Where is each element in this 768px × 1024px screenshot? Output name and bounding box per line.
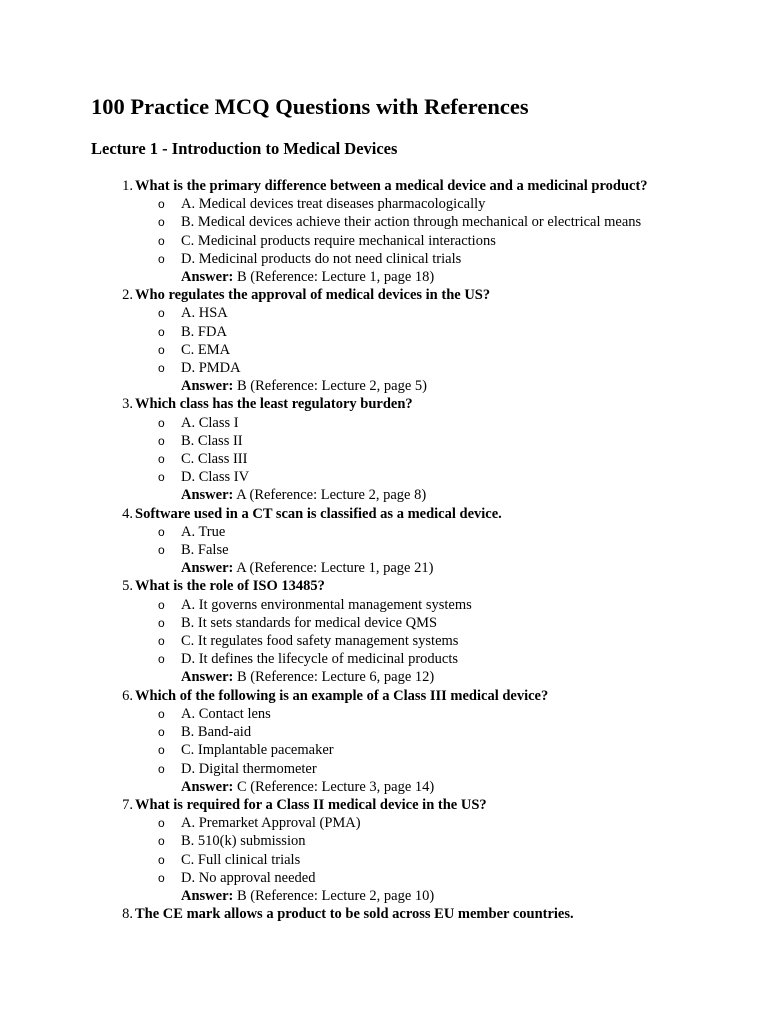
bullet-icon: o — [158, 306, 165, 321]
bullet-icon: o — [158, 470, 165, 485]
answer-label: Answer: — [181, 560, 234, 577]
question-text: What is the primary difference between a medical device and a medicinal product? — [135, 178, 648, 194]
answer-label: Answer: — [181, 669, 234, 686]
option-item — [135, 414, 751, 432]
bullet-icon: o — [158, 215, 165, 230]
bullet-icon: o — [158, 524, 165, 539]
option-text: B. 510(k) submission — [181, 833, 306, 850]
option-item — [135, 541, 751, 559]
option-item — [135, 359, 751, 377]
answer-label: Answer: — [181, 778, 234, 795]
option-item — [135, 341, 751, 359]
option-text: B. False — [181, 542, 229, 559]
question-list — [91, 177, 751, 923]
question-item — [91, 395, 751, 504]
answer-value: B (Reference: Lecture 6, page 12) — [236, 669, 435, 686]
bullet-icon: o — [158, 233, 165, 248]
answer-label: Answer: — [181, 269, 234, 286]
option-text: A. Medical devices treat diseases pharmacologically — [181, 196, 486, 213]
option-text: D. Class IV — [181, 469, 250, 486]
answer-line — [135, 559, 751, 577]
option-text: A. Class I — [181, 414, 239, 431]
option-item — [135, 232, 751, 250]
option-text: B. Class II — [181, 432, 243, 449]
option-item — [135, 213, 751, 231]
bullet-icon: o — [158, 816, 165, 831]
option-text: C. Medicinal products require mechanical interactions — [181, 232, 496, 249]
bullet-icon: o — [158, 197, 165, 212]
answer-value: A (Reference: Lecture 1, page 21) — [236, 560, 434, 577]
option-item — [135, 304, 751, 322]
answer-label: Answer: — [181, 887, 234, 904]
answer-line — [135, 668, 751, 686]
question-number: 4. — [122, 505, 133, 522]
question-number: 2. — [122, 287, 133, 304]
bullet-icon: o — [158, 743, 165, 758]
document-title: 100 Practice MCQ Questions with References — [91, 94, 529, 119]
question-number: 8. — [122, 906, 133, 923]
bullet-icon: o — [158, 452, 165, 467]
bullet-icon: o — [158, 324, 165, 339]
option-text: C. EMA — [181, 341, 231, 358]
option-text: C. Implantable pacemaker — [181, 742, 334, 759]
answer-value: C (Reference: Lecture 3, page 14) — [236, 778, 435, 795]
question-number: 3. — [122, 396, 133, 413]
answer-label: Answer: — [181, 487, 234, 504]
option-item — [135, 523, 751, 541]
option-text: D. It defines the lifecycle of medicinal products — [181, 651, 459, 668]
option-item — [135, 468, 751, 486]
bullet-icon: o — [158, 852, 165, 867]
question-item — [91, 577, 751, 686]
answer-value: A (Reference: Lecture 2, page 8) — [236, 487, 427, 504]
option-list — [135, 195, 751, 268]
option-text: C. It regulates food safety management systems — [181, 633, 459, 650]
option-item — [135, 450, 751, 468]
question-number: 6. — [122, 687, 133, 704]
option-text: A. HSA — [181, 305, 228, 322]
bullet-icon: o — [158, 251, 165, 266]
option-item — [135, 650, 751, 668]
bullet-icon: o — [158, 361, 165, 376]
option-text: A. Contact lens — [181, 705, 271, 722]
answer-value: B (Reference: Lecture 1, page 18) — [236, 269, 435, 286]
option-item — [135, 741, 751, 759]
option-text: A. True — [181, 523, 226, 540]
bullet-icon: o — [158, 433, 165, 448]
option-text: B. Medical devices achieve their action through mechanical or electrical means — [181, 214, 642, 231]
question-text: The CE mark allows a product to be sold across EU member countries. — [135, 906, 574, 923]
question-text: What is required for a Class II medical device in the US? — [135, 796, 487, 813]
option-text: B. Band-aid — [181, 724, 252, 741]
option-item — [135, 195, 751, 213]
bullet-icon: o — [158, 652, 165, 667]
option-list — [135, 705, 751, 778]
bullet-icon: o — [158, 634, 165, 649]
option-item — [135, 250, 751, 268]
answer-line — [135, 486, 751, 504]
bullet-icon: o — [158, 342, 165, 357]
option-item — [135, 851, 751, 869]
option-list — [135, 304, 751, 377]
question-text: Which of the following is an example of a Class III medical device? — [135, 687, 549, 704]
bullet-icon: o — [158, 543, 165, 558]
option-item — [135, 705, 751, 723]
answer-line — [135, 778, 751, 796]
option-item — [135, 632, 751, 650]
answer-line — [135, 268, 751, 286]
question-text: Who regulates the approval of medical devices in the US? — [135, 287, 491, 304]
option-item — [135, 723, 751, 741]
bullet-icon: o — [158, 415, 165, 430]
option-text: D. No approval needed — [181, 869, 316, 886]
bullet-icon: o — [158, 870, 165, 885]
question-item — [91, 177, 751, 286]
question-item — [91, 286, 751, 395]
bullet-icon: o — [158, 706, 165, 721]
question-item — [91, 905, 751, 923]
bullet-icon: o — [158, 615, 165, 630]
option-text: B. FDA — [181, 323, 227, 340]
option-item — [135, 432, 751, 450]
bullet-icon: o — [158, 834, 165, 849]
option-item — [135, 596, 751, 614]
question-item — [91, 687, 751, 796]
option-text: D. Medicinal products do not need clinical trials — [181, 250, 462, 267]
option-item — [135, 323, 751, 341]
bullet-icon: o — [158, 761, 165, 776]
question-item — [91, 796, 751, 905]
question-number: 1. — [122, 178, 133, 194]
answer-value: B (Reference: Lecture 2, page 10) — [236, 887, 435, 904]
section-heading: Lecture 1 - Introduction to Medical Devices — [91, 139, 398, 158]
option-text: C. Full clinical trials — [181, 851, 301, 868]
bullet-icon: o — [158, 725, 165, 740]
question-text: Which class has the least regulatory burden? — [135, 396, 413, 413]
option-text: A. It governs environmental management systems — [181, 596, 472, 613]
option-item — [135, 832, 751, 850]
question-number: 5. — [122, 578, 133, 595]
question-text: Software used in a CT scan is classified as a medical device. — [135, 505, 502, 522]
option-item — [135, 614, 751, 632]
answer-value: B (Reference: Lecture 2, page 5) — [236, 378, 427, 395]
answer-label: Answer: — [181, 378, 234, 395]
option-text: D. Digital thermometer — [181, 760, 317, 777]
option-list — [135, 523, 751, 559]
option-text: B. It sets standards for medical device QMS — [181, 614, 438, 631]
document-page — [91, 93, 748, 923]
bullet-icon: o — [158, 597, 165, 612]
option-item — [135, 760, 751, 778]
option-item — [135, 814, 751, 832]
option-item — [135, 869, 751, 887]
option-text: C. Class III — [181, 451, 248, 468]
question-item — [91, 505, 751, 578]
question-number: 7. — [122, 796, 133, 813]
option-text: A. Premarket Approval (PMA) — [181, 815, 361, 832]
option-list — [135, 414, 751, 487]
option-list — [135, 596, 751, 669]
answer-line — [135, 377, 751, 395]
option-text: D. PMDA — [181, 360, 241, 377]
answer-line — [135, 887, 751, 905]
option-list — [135, 814, 751, 887]
question-text: What is the role of ISO 13485? — [135, 578, 325, 595]
